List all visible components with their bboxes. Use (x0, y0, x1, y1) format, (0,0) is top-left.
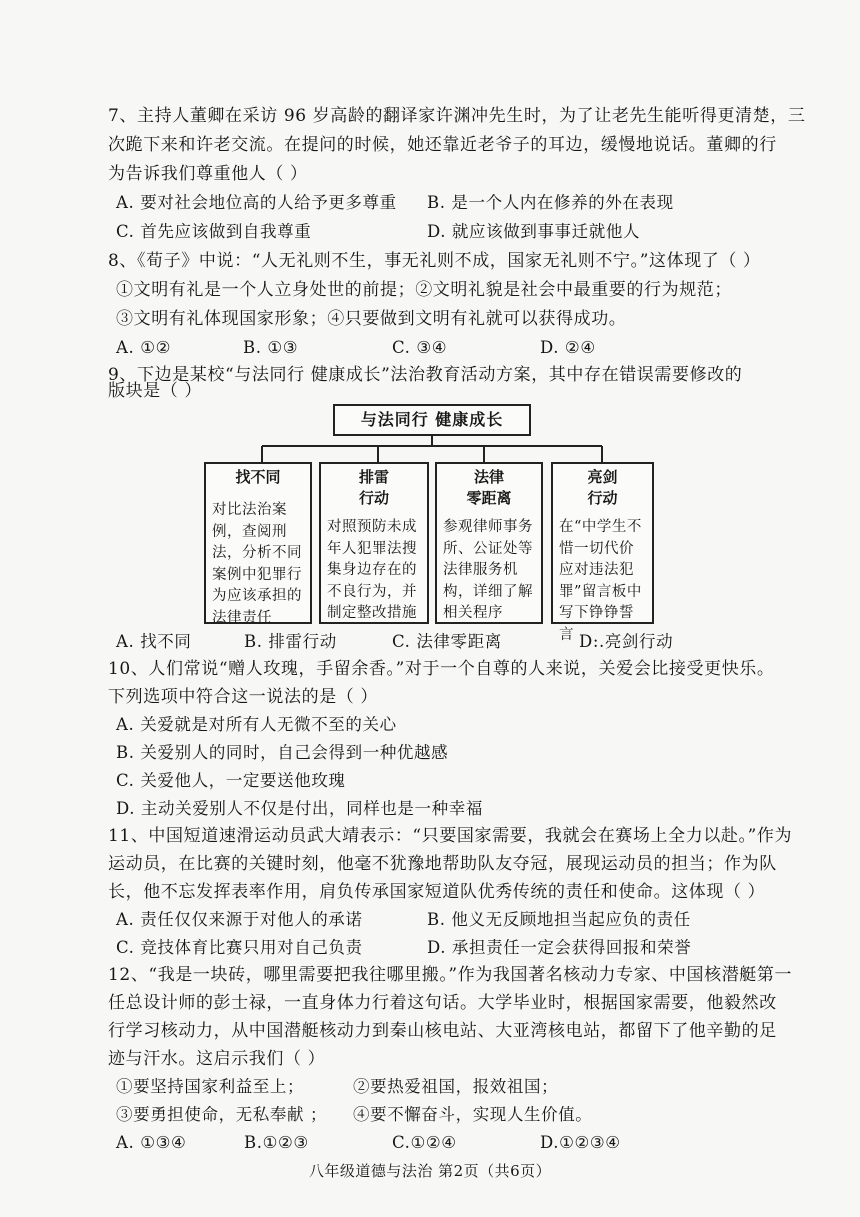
q8-option-d: D. ②④ (540, 338, 596, 357)
q9-stem-line2: 版块是（ ） (108, 381, 203, 401)
q8-option-c: C. ③④ (392, 338, 448, 357)
q9-stem-line1: 9、下边是某校“与法同行 健康成长”法治教育活动方案，其中存在错误需要修改的 (108, 365, 743, 385)
q8-statement-line1: ①文明有礼是一个人立身处世的前提；②文明礼貌是社会中最重要的行为规范； (116, 280, 732, 300)
q11-option-a: A. 责任仅仅来源于对他人的承诺 (116, 910, 363, 929)
q10-option-a: A. 关爱就是对所有人无微不至的关心 (116, 715, 397, 734)
q8-stem-line1: 8、《荀子》中说：“人无礼则不生，事无礼则不成，国家无礼则不宁。”这体现了（ ） (108, 251, 761, 271)
q12-stem-line4: 迹与汗水。这启示我们（ ） (108, 1049, 326, 1069)
diagram-title-box: 与法同行 健康成长 (333, 404, 531, 436)
q10-stem-line2: 下列选项中符合这一说法的是（ ） (108, 687, 379, 707)
q12-statement-1: ①要坚持国家利益至上； (116, 1077, 305, 1096)
q7-option-d: D. 就应该做到事事迁就他人 (427, 222, 641, 241)
q11-option-c: C. 竞技体育比赛只用对自己负责 (116, 938, 363, 957)
q12-stem-line1: 12、“我是一块砖，哪里需要把我往哪里搬。”作为我国著名核动力专家、中国核潜艇第一 (108, 965, 793, 985)
diagram-box-find-differences (204, 462, 312, 624)
q10-stem-line1: 10、人们常说“赠人玫瑰，手留余香。”对于一个自尊的人来说，关爱会比接受更快乐。 (108, 659, 775, 679)
diagram-box-sword-action (551, 462, 654, 643)
q8-option-b: B. ①③ (243, 338, 299, 357)
q12-option-c: C.①②④ (392, 1133, 457, 1152)
box-title: 排雷 行动 (358, 468, 389, 507)
box-title: 找不同 (235, 468, 281, 486)
diagram-box-mine-clearing (319, 462, 429, 624)
box-title: 法律 零距离 (466, 468, 512, 507)
q7-stem-line3: 为告诉我们尊重他人（ ） (108, 164, 308, 184)
q11-option-d: D. 承担责任一定会获得回报和荣誉 (427, 938, 692, 957)
q12-option-a: A. ①③④ (116, 1133, 187, 1152)
diagram-box-law-zero-distance (435, 462, 543, 624)
q12-statement-3: ③要勇担使命，无私奉献 ； (116, 1105, 328, 1124)
q10-option-d: D. 主动关爱别人不仅是付出，同样也是一种幸福 (116, 799, 483, 818)
q7-option-c: C. 首先应该做到自我尊重 (116, 222, 312, 241)
q11-stem-line2: 运动员，在比赛的关键时刻，他毫不犹豫地帮助队友夺冠，展现运动员的担当；作为队 (108, 854, 777, 874)
q12-statement-2: ②要热爱祖国，报效祖国； (353, 1077, 559, 1096)
q8-option-a: A. ①② (116, 338, 171, 357)
q12-stem-line2: 任总设计师的彭士禄，一直身体力行着这句话。大学毕业时，根据国家需要，他毅然改 (108, 993, 777, 1013)
q9-option-d: D:.亮剑行动 (579, 632, 674, 651)
q9-option-a: A. 找不同 (116, 632, 192, 651)
q7-option-a: A. 要对社会地位高的人给予更多尊重 (116, 193, 397, 212)
q8-statement-line2: ③文明有礼体现国家形象；④只要做到文明有礼就可以获得成功。 (116, 309, 627, 329)
q7-stem-line2: 次跪下来和许老交流。在提问的时候，她还靠近老爷子的耳边，缓慢地说话。董卿的行 (108, 135, 777, 155)
q12-option-d: D.①②③④ (540, 1133, 621, 1152)
box-title: 亮剑 行动 (587, 468, 618, 507)
box-body: 对比法治案例，查阅刑法，分析不同案例中犯罪行为应该承担的法律责任 (212, 502, 302, 626)
q12-option-b: B.①②③ (244, 1133, 309, 1152)
box-body: 参观律师事务所、公证处等法律服务机构，详细了解相关程序 (443, 519, 533, 621)
q10-option-c: C. 关爱他人，一定要送他玫瑰 (116, 771, 346, 790)
page-footer: 八年级道德与法治 第2页（共6页） (308, 1162, 552, 1180)
q7-stem-line1: 7、主持人董卿在采访 96 岁高龄的翻译家许渊冲先生时，为了让老先生能听得更清楚，三 (108, 106, 806, 126)
q11-stem-line1: 11、中国短道速滑运动员武大靖表示：“只要国家需要，我就会在赛场上全力以赴。”作为 (108, 826, 793, 846)
q10-option-b: B. 关爱别人的同时，自己会得到一种优越感 (116, 743, 449, 762)
q7-option-b: B. 是一个人内在修养的外在表现 (427, 193, 674, 212)
q9-option-c: C. 法律零距离 (392, 632, 502, 651)
q12-statement-4: ④要不懈奋斗，实现人生价值。 (353, 1105, 593, 1124)
q9-option-b: B. 排雷行动 (244, 632, 337, 651)
box-body: 在“中学生不惜一切代价应对违法犯罪”留言板中写下铮铮誓言 (559, 519, 642, 643)
q11-stem-line3: 长，他不忘发挥表率作用，肩负传承国家短道队优秀传统的责任和使命。这体现（ ） (108, 882, 766, 902)
q11-option-b: B. 他义无反顾地担当起应负的责任 (427, 910, 691, 929)
box-body: 对照预防未成年人犯罪法搜集身边存在的不良行为，并制定整改措施 (327, 519, 417, 621)
q12-stem-line3: 行学习核动力，从中国潜艇核动力到秦山核电站、大亚湾核电站，都留下了他辛勤的足 (108, 1021, 777, 1041)
